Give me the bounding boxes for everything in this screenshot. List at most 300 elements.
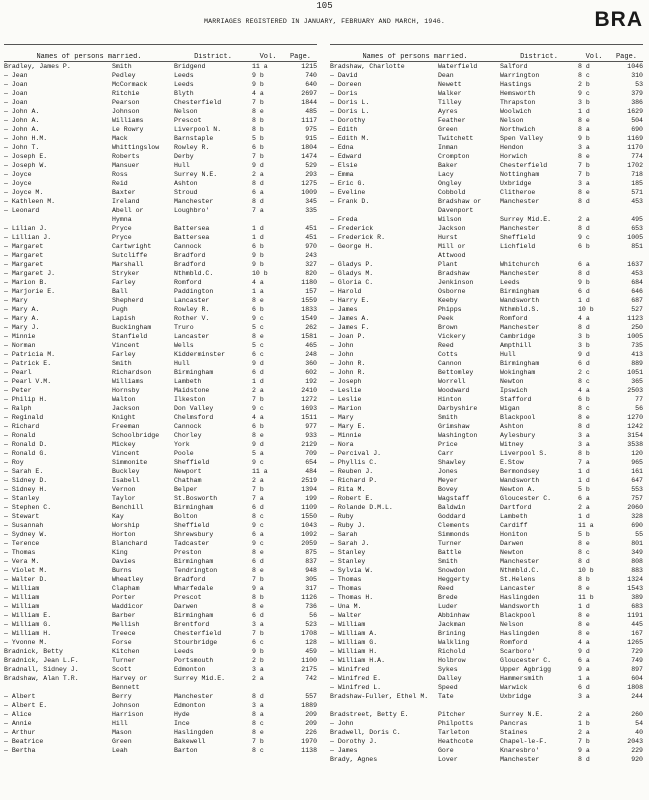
entry-name: Bradshaw, Alan T.R. bbox=[4, 675, 79, 682]
entry-vol: 6 b bbox=[252, 423, 264, 430]
entry-spouse: Worrell bbox=[438, 378, 466, 385]
entry-name: — Harry E. bbox=[330, 297, 370, 304]
entry-district: Honiton bbox=[500, 531, 528, 538]
entry-vol: 1 d bbox=[578, 513, 590, 520]
entry-spouse: Le Rowry bbox=[112, 126, 144, 133]
entry-district: Sheffield bbox=[174, 522, 210, 529]
entry-vol: 6 a bbox=[578, 495, 590, 502]
entry-page: 2175 bbox=[301, 666, 317, 673]
entry-page: 451 bbox=[305, 234, 317, 241]
entry-vol: 7 b bbox=[252, 153, 264, 160]
entry-vol: 8 e bbox=[578, 153, 590, 160]
entry-name bbox=[330, 251, 438, 260]
entry-row bbox=[330, 359, 643, 368]
entry-spouse: Philpotts bbox=[438, 720, 474, 727]
entry-row bbox=[4, 629, 317, 638]
entry-name: — William H. bbox=[4, 630, 52, 637]
entry-spouse: Carr bbox=[438, 450, 454, 457]
entry-name: Bradshaw, Charlotte bbox=[330, 63, 405, 70]
entry-district: Rother V. bbox=[174, 315, 210, 322]
entry-page: 465 bbox=[305, 342, 317, 349]
entry-vol: 6 d bbox=[578, 360, 590, 367]
entry-name: — Freda bbox=[330, 216, 358, 223]
entry-row bbox=[330, 629, 643, 638]
entry-page: 970 bbox=[305, 243, 317, 250]
entry-page: 345 bbox=[305, 198, 317, 205]
district-heading: District. bbox=[194, 53, 232, 61]
entry-name: — William A. bbox=[330, 630, 378, 637]
entry-vol: 3 a bbox=[578, 441, 590, 448]
entry-name: — Stanley bbox=[330, 549, 366, 556]
entry-vol bbox=[578, 251, 610, 260]
entry-vol: 8 e bbox=[578, 630, 590, 637]
entry-name: — Robert E. bbox=[330, 495, 374, 502]
entry-vol: 3 a bbox=[252, 666, 264, 673]
entry-row bbox=[4, 440, 317, 449]
entry-spouse: Baldwin bbox=[438, 504, 466, 511]
entry-district: Tendrington bbox=[174, 567, 218, 574]
entry-row bbox=[330, 215, 643, 224]
entry-district: Blyth bbox=[174, 90, 194, 97]
entry-district: Barnstaple bbox=[174, 135, 214, 142]
entry-page: 209 bbox=[305, 720, 317, 727]
entry-row bbox=[4, 692, 317, 701]
entry-spouse: Wheatley bbox=[112, 576, 144, 583]
entry-page: 883 bbox=[631, 567, 643, 574]
entry-spouse: Mickey bbox=[112, 441, 136, 448]
entry-spouse: Benchill bbox=[112, 504, 144, 511]
entry-spouse: Farley bbox=[112, 351, 136, 358]
entry-district: Chesterfield bbox=[174, 99, 222, 106]
entry-vol: 5 b bbox=[578, 486, 590, 493]
entry-district: Chelmsford bbox=[174, 414, 214, 421]
entry-district: Manchester bbox=[174, 693, 214, 700]
entry-name: — Margaret J. bbox=[4, 270, 56, 277]
entry-name: — Stewart bbox=[4, 513, 40, 520]
entry-vol: 1 d bbox=[252, 234, 264, 241]
entry-spouse: Heathcote bbox=[438, 738, 474, 745]
entry-vol: 8 d bbox=[578, 225, 590, 232]
entry-page: 161 bbox=[631, 468, 643, 475]
entry-row bbox=[330, 251, 643, 260]
entry-row bbox=[4, 557, 317, 566]
entry-name: — Phyllis C. bbox=[330, 459, 378, 466]
entry-district: Sheffield bbox=[174, 459, 210, 466]
entry-district: Cardiff bbox=[500, 522, 528, 529]
entry-row bbox=[330, 692, 643, 701]
entry-row bbox=[330, 440, 643, 449]
entry-row bbox=[330, 224, 643, 233]
entry-district: Lancaster bbox=[500, 585, 536, 592]
entry-page bbox=[610, 701, 643, 710]
entry-district: Horwich bbox=[500, 153, 528, 160]
entry-district: Stafford bbox=[500, 396, 532, 403]
entry-row bbox=[330, 476, 643, 485]
entry-page bbox=[284, 215, 317, 224]
entry-vol: 8 e bbox=[252, 108, 264, 115]
entry-name: — Una M. bbox=[330, 603, 362, 610]
entry-page: 1889 bbox=[301, 702, 317, 709]
entry-vol: 9 b bbox=[578, 135, 590, 142]
entry-name: — Doris bbox=[330, 90, 358, 97]
entry-vol: 2 a bbox=[252, 171, 264, 178]
entry-name: — Mary J. bbox=[4, 324, 40, 331]
entry-page: 1394 bbox=[301, 486, 317, 493]
entry-district: Lichfield bbox=[500, 243, 536, 250]
entry-vol: 2 a bbox=[578, 729, 590, 736]
entry-name: — Ronald G. bbox=[4, 450, 48, 457]
entry-row bbox=[330, 557, 643, 566]
entry-row bbox=[330, 134, 643, 143]
entry-name: — Alice bbox=[4, 711, 32, 718]
entry-spouse: Forse bbox=[112, 639, 132, 646]
entry-row bbox=[330, 737, 643, 746]
entry-page: 604 bbox=[631, 675, 643, 682]
entry-name: — Roy bbox=[4, 459, 24, 466]
entry-district: Thrapston bbox=[500, 99, 536, 106]
entry-name: — Minnie bbox=[330, 432, 362, 439]
entry-page: 485 bbox=[305, 108, 317, 115]
entry-row bbox=[330, 485, 643, 494]
entry-vol: 8 b bbox=[252, 126, 264, 133]
entry-page: 557 bbox=[305, 693, 317, 700]
entry-spouse: Turner bbox=[438, 540, 462, 547]
entry-spouse: Blanchard bbox=[112, 540, 148, 547]
entry-spouse: Mason bbox=[112, 729, 132, 736]
entry-district: Uxbridge bbox=[500, 180, 532, 187]
entry-row bbox=[4, 710, 317, 719]
entry-vol bbox=[578, 701, 610, 710]
entry-row bbox=[4, 674, 317, 683]
entry-vol: 3 b bbox=[578, 342, 590, 349]
entry-district: Birmingham bbox=[174, 504, 214, 511]
entry-row bbox=[4, 566, 317, 575]
entry-spouse: Porter bbox=[112, 594, 136, 601]
entry-district: Birmingham bbox=[174, 369, 214, 376]
entry-name: — Pearl bbox=[4, 369, 32, 376]
entry-page: 157 bbox=[305, 288, 317, 295]
entry-vol: 7 b bbox=[578, 738, 590, 745]
entry-district: Wandsworth bbox=[500, 603, 540, 610]
entry-district: Ipswich bbox=[500, 387, 528, 394]
entry-name: Bradnall, Sidney J. bbox=[4, 666, 79, 673]
entry-name: — John A. bbox=[4, 117, 40, 124]
entry-spouse: Ross bbox=[112, 171, 128, 178]
entry-name: — Nora bbox=[330, 441, 354, 448]
entry-name: — Eveline bbox=[330, 189, 366, 196]
entry-district: Portsmouth bbox=[174, 657, 214, 664]
entry-row bbox=[4, 593, 317, 602]
entry-name: — Stephen C. bbox=[4, 504, 52, 511]
entry-district: Staines bbox=[500, 729, 528, 736]
entry-spouse: Dalley bbox=[438, 675, 462, 682]
entry-spouse: Bradshaw or bbox=[438, 198, 482, 205]
entry-district: Paddington bbox=[174, 288, 214, 295]
entry-spouse: Ayres bbox=[438, 108, 458, 115]
entry-name: — Yvonne M. bbox=[4, 639, 48, 646]
entry-page: 683 bbox=[631, 603, 643, 610]
entry-row bbox=[330, 665, 643, 674]
entry-page: 55 bbox=[635, 531, 643, 538]
entry-row bbox=[4, 746, 317, 755]
entry-district: Edmonton bbox=[174, 666, 206, 673]
entry-district: Whitchurch bbox=[500, 261, 540, 268]
entry-row bbox=[4, 260, 317, 269]
entry-row bbox=[4, 602, 317, 611]
entry-district: St.Helens bbox=[500, 576, 536, 583]
entry-row bbox=[330, 278, 643, 287]
entry-district: Gloucester C. bbox=[500, 495, 552, 502]
entry-vol: 7 b bbox=[578, 171, 590, 178]
entry-vol: 10 b bbox=[578, 567, 594, 574]
index-code: BRA bbox=[594, 8, 643, 31]
entry-page: 920 bbox=[631, 756, 643, 763]
entry-spouse: Sutcliffe bbox=[112, 252, 148, 259]
entry-district: Wandsworth bbox=[500, 297, 540, 304]
entry-name: — Rita M. bbox=[330, 486, 366, 493]
entry-district: Romford bbox=[174, 279, 202, 286]
entry-vol: 9 d bbox=[578, 351, 590, 358]
entry-spouse: Tate bbox=[438, 693, 454, 700]
entry-spouse: Battle bbox=[438, 549, 462, 556]
entry-page: 413 bbox=[631, 351, 643, 358]
entry-vol: 8 d bbox=[578, 423, 590, 430]
entry-vol: 8 b bbox=[252, 117, 264, 124]
entry-row bbox=[4, 107, 317, 116]
entry-district: Preston bbox=[174, 549, 202, 556]
entry-district: E.Stow bbox=[500, 459, 524, 466]
entry-vol: 8 e bbox=[578, 414, 590, 421]
entry-district: Haslingden bbox=[500, 594, 540, 601]
entry-page: 647 bbox=[631, 477, 643, 484]
entry-spouse: Jenkinson bbox=[438, 279, 474, 286]
entry-district: Newport bbox=[174, 468, 202, 475]
entry-vol: 8 d bbox=[252, 198, 264, 205]
entry-district: Northwich bbox=[500, 126, 536, 133]
entry-name: — Marjorie E. bbox=[4, 288, 56, 295]
entry-row bbox=[330, 755, 643, 764]
entry-vol: 3 a bbox=[578, 144, 590, 151]
entry-district: Cannock bbox=[174, 423, 202, 430]
entry-page: 293 bbox=[305, 171, 317, 178]
entry-page: 229 bbox=[631, 747, 643, 754]
entry-page: 1543 bbox=[627, 585, 643, 592]
entry-page: 1242 bbox=[627, 423, 643, 430]
entry-spouse: Harvey or bbox=[112, 675, 148, 682]
entry-spouse: Wilson bbox=[438, 216, 462, 223]
entry-spouse: Clements bbox=[438, 522, 470, 529]
entry-spouse: Twitchett bbox=[438, 135, 474, 142]
entry-name: — Frederick bbox=[330, 225, 374, 232]
entry-page: 453 bbox=[631, 270, 643, 277]
entry-page: 837 bbox=[305, 558, 317, 565]
entry-page: 54 bbox=[635, 720, 643, 727]
entry-spouse: Walkling bbox=[438, 639, 470, 646]
entry-name: — John bbox=[330, 351, 354, 358]
entry-district: Leeds bbox=[500, 279, 520, 286]
entry-name: — Eric G. bbox=[330, 180, 366, 187]
entry-district: Dartford bbox=[500, 504, 532, 511]
entry-row bbox=[4, 530, 317, 539]
entry-name: — Margaret bbox=[4, 252, 44, 259]
entry-row bbox=[330, 620, 643, 629]
entry-name: — Ronald bbox=[4, 432, 36, 439]
entry-district: Bradford bbox=[174, 261, 206, 268]
entry-district: Lambeth bbox=[174, 378, 202, 385]
entry-name: — Leonard bbox=[4, 207, 40, 214]
entry-district: Wandsworth bbox=[500, 477, 540, 484]
entry-vol: 8 e bbox=[252, 333, 264, 340]
entry-district: Birmingham bbox=[500, 360, 540, 367]
entry-spouse: Williams bbox=[112, 117, 144, 124]
entry-page: 1702 bbox=[627, 162, 643, 169]
entry-district: Hull bbox=[174, 162, 190, 169]
entry-row bbox=[330, 593, 643, 602]
entry-page: 553 bbox=[631, 486, 643, 493]
entry-name: — Walter D. bbox=[4, 576, 48, 583]
entry-row bbox=[330, 152, 643, 161]
entry-district: Birmingham bbox=[174, 558, 214, 565]
entry-page: 310 bbox=[631, 72, 643, 79]
entry-spouse: Stryker bbox=[112, 270, 140, 277]
entry-page: 2059 bbox=[301, 540, 317, 547]
entry-vol: 8 e bbox=[578, 621, 590, 628]
entry-spouse: Osborne bbox=[438, 288, 466, 295]
entry-row bbox=[4, 152, 317, 161]
entry-district: Rowley R. bbox=[174, 306, 210, 313]
entry-name: — Sarah E. bbox=[4, 468, 44, 475]
entry-name: — Reginald bbox=[4, 414, 44, 421]
entry-name bbox=[4, 215, 112, 224]
entry-name: — William bbox=[4, 603, 40, 610]
entry-page: 1169 bbox=[627, 135, 643, 142]
entry-row bbox=[330, 296, 643, 305]
page-number: 105 bbox=[316, 1, 333, 11]
entry-vol: 6 a bbox=[252, 531, 264, 538]
entry-page: 56 bbox=[635, 405, 643, 412]
entry-spouse: Ritchie bbox=[112, 90, 140, 97]
entry-page: 1559 bbox=[301, 297, 317, 304]
entry-page: 120 bbox=[631, 450, 643, 457]
entry-spouse: Simmonite bbox=[112, 459, 148, 466]
entry-row bbox=[4, 719, 317, 728]
entry-district: Battersea bbox=[174, 234, 210, 241]
entry-vol: 9 b bbox=[252, 261, 264, 268]
entry-district: Clitheroe bbox=[500, 189, 536, 196]
entry-name: — Kathleen M. bbox=[4, 198, 56, 205]
entry-vol: 7 b bbox=[252, 738, 264, 745]
entry-district: Leeds bbox=[174, 72, 194, 79]
entry-row bbox=[4, 116, 317, 125]
entry-name: Bradley, James P. bbox=[4, 63, 71, 70]
entry-row bbox=[4, 251, 317, 260]
entry-page: 1126 bbox=[301, 594, 317, 601]
entry-page: 379 bbox=[631, 90, 643, 97]
entry-vol: 9 c bbox=[252, 522, 264, 529]
entry-page: 965 bbox=[631, 459, 643, 466]
entry-page: 820 bbox=[305, 270, 317, 277]
entry-row bbox=[330, 674, 643, 683]
entry-page: 1005 bbox=[627, 234, 643, 241]
entry-spouse: Bennett bbox=[112, 684, 140, 691]
entry-row bbox=[4, 80, 317, 89]
entry-name: — Albert bbox=[4, 693, 36, 700]
entry-page: 1844 bbox=[301, 99, 317, 106]
entry-row bbox=[4, 359, 317, 368]
entry-vol: 9 b bbox=[252, 72, 264, 79]
entry-name: — Joseph W. bbox=[4, 162, 48, 169]
entry-district: Chesterfield bbox=[174, 630, 222, 637]
entry-page: 2410 bbox=[301, 387, 317, 394]
entry-row bbox=[4, 269, 317, 278]
entry-spouse: Meyer bbox=[438, 477, 458, 484]
entry-spouse: Pryce bbox=[112, 234, 132, 241]
entry-page: 1009 bbox=[301, 189, 317, 196]
entry-page: 53 bbox=[635, 81, 643, 88]
entry-name: — John bbox=[330, 720, 354, 727]
entry-spouse: Hill bbox=[112, 720, 128, 727]
entry-page: 690 bbox=[631, 126, 643, 133]
entry-district: Bradford bbox=[174, 252, 206, 259]
entry-vol: 6 a bbox=[578, 261, 590, 268]
entry-vol: 1 d bbox=[578, 468, 590, 475]
entry-spouse: Woodward bbox=[438, 387, 470, 394]
entry-spouse: Cotts bbox=[438, 351, 458, 358]
entry-page: 1804 bbox=[301, 144, 317, 151]
entry-page: 260 bbox=[631, 711, 643, 718]
entry-spouse: Walton bbox=[112, 396, 136, 403]
entry-spouse: Smith bbox=[112, 63, 132, 70]
entry-row bbox=[4, 62, 317, 71]
entry-district: Bakewell bbox=[174, 738, 206, 745]
entry-row bbox=[4, 431, 317, 440]
entry-name: — Annie bbox=[4, 720, 32, 727]
entry-spouse: Hinton bbox=[438, 396, 462, 403]
entry-district: Surrey Mid.E. bbox=[174, 675, 226, 682]
entry-district: Nthmbld.C. bbox=[174, 270, 214, 277]
entry-vol: 11 b bbox=[578, 594, 594, 601]
entry-spouse: Vincent bbox=[112, 342, 140, 349]
entry-district: Lancaster bbox=[174, 297, 210, 304]
entry-vol: 2 a bbox=[252, 387, 264, 394]
entry-page bbox=[610, 251, 643, 260]
entry-name: — Sarah J. bbox=[330, 540, 370, 547]
entry-row bbox=[330, 746, 643, 755]
entry-name: — Jean bbox=[4, 72, 28, 79]
entry-page: 1100 bbox=[301, 657, 317, 664]
entry-name: — William bbox=[4, 594, 40, 601]
entry-page: 77 bbox=[635, 396, 643, 403]
entry-district: Leeds bbox=[174, 81, 194, 88]
entry-vol: 6 a bbox=[252, 189, 264, 196]
entry-vol bbox=[252, 215, 284, 224]
entry-page: 687 bbox=[631, 297, 643, 304]
entry-page: 317 bbox=[305, 585, 317, 592]
entry-vol: 6 b bbox=[578, 396, 590, 403]
entry-name: — James A. bbox=[330, 315, 370, 322]
entry-name: — Pearl V.M. bbox=[4, 378, 52, 385]
entry-page: 736 bbox=[305, 603, 317, 610]
entry-name: — Ronald D. bbox=[4, 441, 48, 448]
entry-spouse: Mill or bbox=[438, 243, 466, 250]
entry-vol: 7 a bbox=[252, 207, 264, 214]
entry-page: 1191 bbox=[627, 612, 643, 619]
entry-name: — Thomas bbox=[330, 585, 362, 592]
entry-name: — Joseph bbox=[330, 378, 362, 385]
entry-district: Nthmbld.S. bbox=[500, 306, 540, 313]
entry-district: Hendon bbox=[500, 144, 524, 151]
page-header: MARRIAGES REGISTERED IN JANUARY, FEBRUARY AND MARCH, 1946. bbox=[203, 18, 446, 25]
